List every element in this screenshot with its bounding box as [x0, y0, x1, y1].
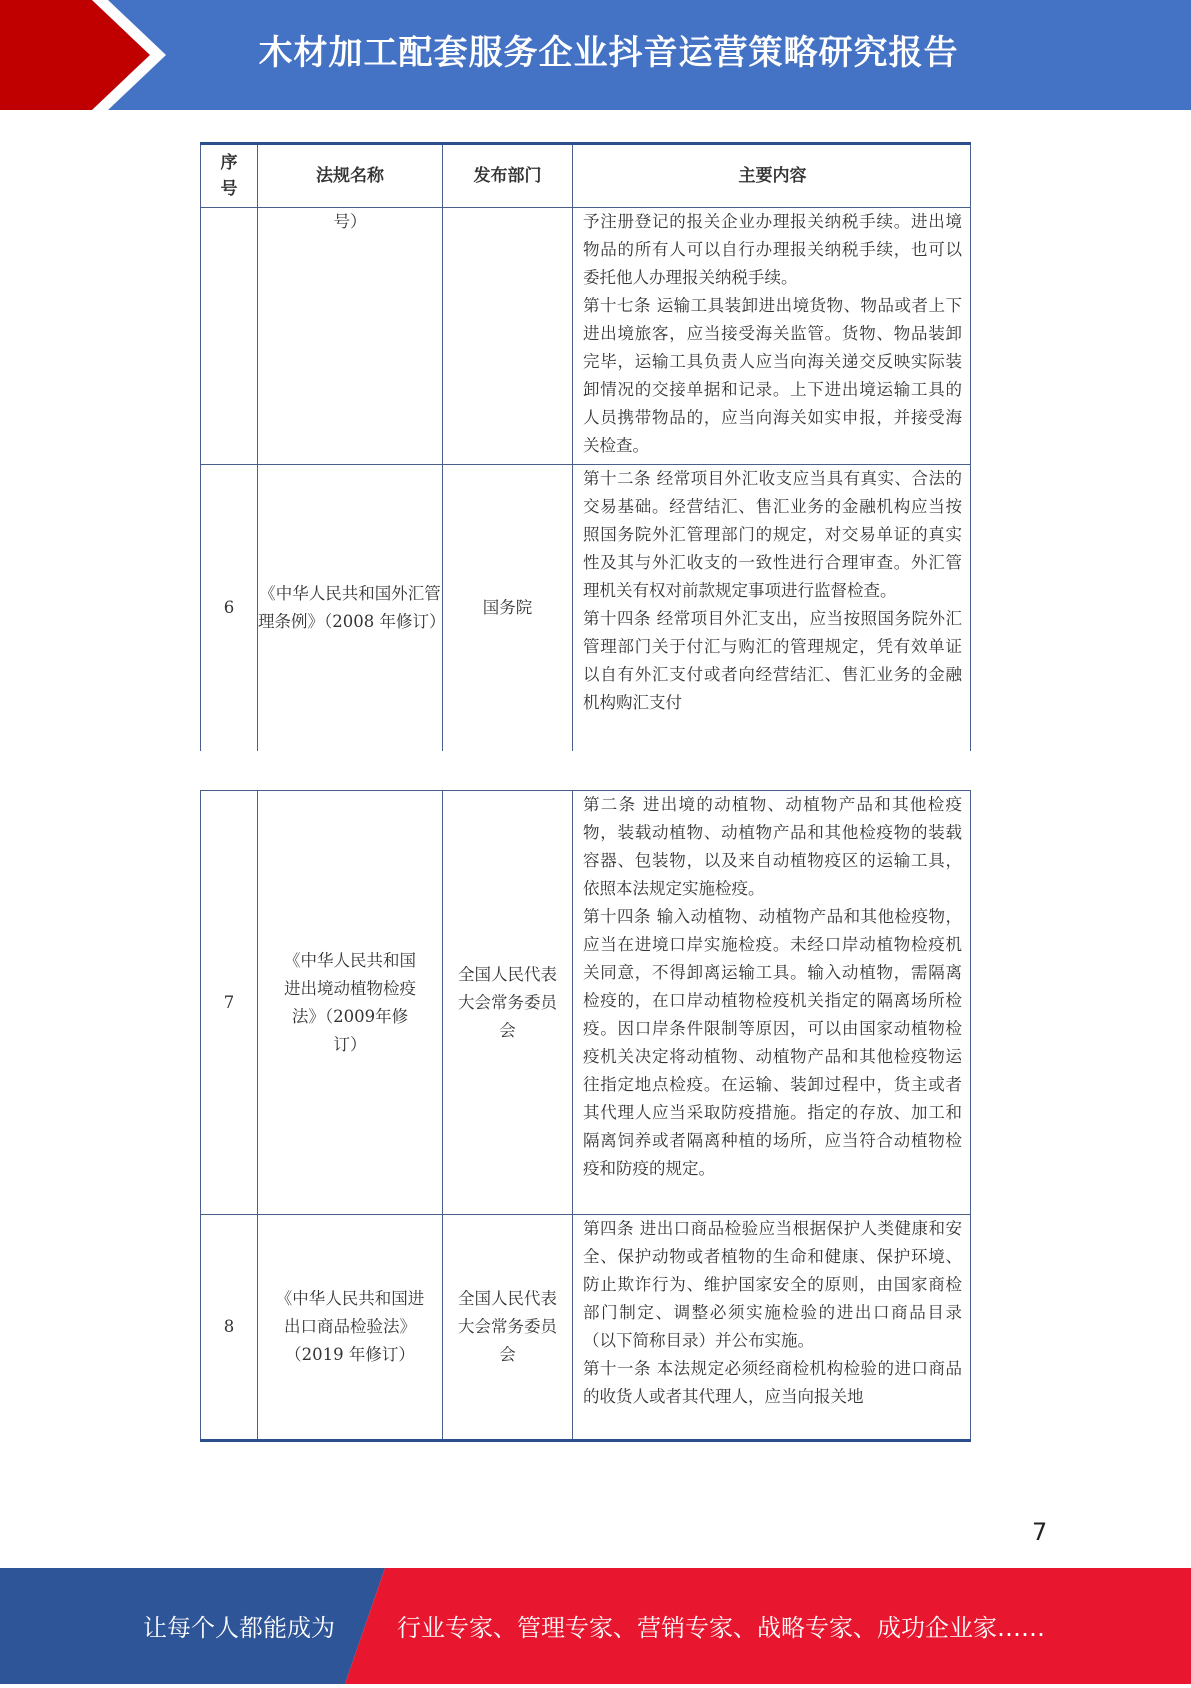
content-paragraph: 第十四条 输入动植物、动植物产品和其他检疫物，应当在进境口岸实施检疫。未经口岸动植物检疫机关同意，不得卸离运输工具。输入动植物，需隔离检疫的，在口岸动植物检疫机关指定的隔离场所检疫。因口岸条件限制等原因，可以由国家动植物检疫机关决定将动植物、动植物产品和其他检疫物运往指定地点检疫。在运输、装卸过程中，货主或者其代理人应当采取防疫措施。指定的存放、加工和隔离饲养或者隔离种植的场所，应当符合动植物检疫和防疫的规定。: [583, 907, 962, 1178]
report-title: 木材加工配套服务企业抖音运营策略研究报告: [258, 33, 959, 73]
row-content: [573, 791, 971, 1215]
content-paragraph: 第十二条 经常项目外汇收支应当具有真实、合法的交易基础。经营结汇、售汇业务的金融机构应当按照国务院外汇管理部门的规定，对交易单证的真实性及其与外汇收支的一致性进行合理审查。外汇管理机关有权对前款规定事项进行监督检查。: [583, 469, 962, 600]
row-no: 8: [201, 1215, 258, 1441]
row-content: [573, 208, 971, 465]
content-paragraph: 第四条 进出口商品检验应当根据保护人类健康和安全、保护动物或者植物的生命和健康、保护环境、防止欺诈行为、维护国家安全的原则，由国家商检部门制定、调整必须实施检验的进出口商品目录（以下简称目录）并公布实施。: [583, 1219, 962, 1350]
table-row: [201, 208, 971, 465]
row-name: 《中华人民共和国进出口商品检验法》（2019 年修订）: [258, 1215, 443, 1441]
header-bar: [0, 0, 1191, 110]
content-paragraph: 第二条 进出境的动植物、动植物产品和其他检疫物，装载动植物、动植物产品和其他检疫物的装载容器、包装物，以及来自动植物疫区的运输工具，依照本法规定实施检疫。: [583, 795, 962, 898]
row-dept: 国务院: [443, 465, 573, 751]
row-dept: 全国人民代表大会常务委员会: [443, 1215, 573, 1441]
header-content: 主要内容: [573, 144, 971, 208]
content-paragraph: 第十七条 运输工具装卸进出境货物、物品或者上下进出境旅客，应当接受海关监管。货物、物品装卸完毕，运输工具负责人应当向海关递交反映实际装卸情况的交接单据和记录。上下进出境运输工具的人员携带物品的，应当向海关如实申报，并接受海关检查。: [583, 296, 962, 455]
row-name: 《中华人民共和国进出境动植物检疫法》（2009年修订）: [258, 791, 443, 1215]
table-row: [201, 465, 971, 751]
row-dept: 全国人民代表大会常务委员会: [443, 791, 573, 1215]
row-content: [573, 465, 971, 751]
row-no: 6: [201, 465, 258, 751]
table-row: [201, 791, 971, 1215]
regulations-table-part-2: [200, 790, 971, 1442]
row-name: 号）: [258, 208, 443, 465]
content-paragraph: 第十一条 本法规定必须经商检机构检验的进口商品的收货人或者其代理人，应当向报关地: [583, 1359, 962, 1406]
content-paragraph: 予注册登记的报关企业办理报关纳税手续。进出境物品的所有人可以自行办理报关纳税手续，也可以委托他人办理报关纳税手续。: [583, 212, 962, 287]
row-name: 《中华人民共和国外汇管理条例》（2008 年修订）: [258, 465, 443, 751]
row-no: 7: [201, 791, 258, 1215]
header-name: 法规名称: [258, 144, 443, 208]
table-row: [201, 1215, 971, 1441]
header-dept: 发布部门: [443, 144, 573, 208]
row-no: [201, 208, 258, 465]
row-content: [573, 1215, 971, 1441]
footer-slogan-right: 行业专家、管理专家、营销专家、战略专家、成功企业家……: [397, 1614, 1045, 1642]
footer-bar: [0, 1568, 1191, 1684]
header-no: 序号: [201, 144, 258, 208]
content-paragraph: 第十四条 经常项目外汇支出，应当按照国务院外汇管理部门关于付汇与购汇的管理规定，凭有效单证以自有外汇支付或者向经营结汇、售汇业务的金融机构购汇支付: [583, 609, 962, 712]
footer-slogan-left: 让每个人都能成为: [143, 1614, 335, 1642]
page-number: 7: [1032, 1518, 1048, 1546]
regulations-table-part-1: [200, 142, 971, 751]
row-dept: [443, 208, 573, 465]
table-header-row: [201, 144, 971, 208]
